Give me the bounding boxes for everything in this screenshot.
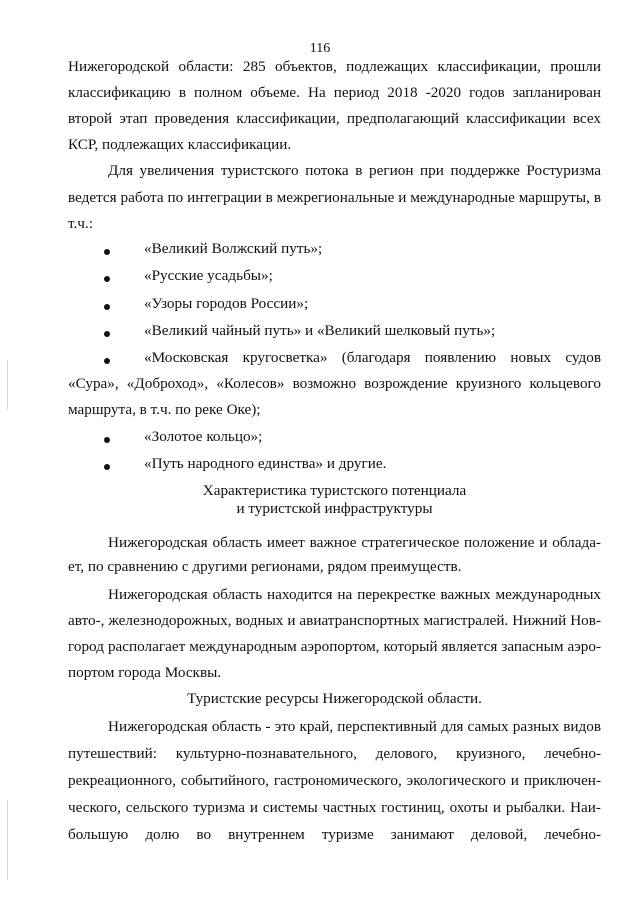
text-line: «Сура», «Доброход», «Колесов» возможно возрождение круизного кольцевого xyxy=(68,375,601,392)
text-line: ет, по сравнению с другими регионами, рядом преимуществ. xyxy=(68,558,462,575)
text-line: Для увеличения туристского потока в регион при поддержке Ростуризма xyxy=(108,162,601,179)
text-line: второй этап проведения классификации, предполагающий классификации всех xyxy=(68,110,601,127)
text-line: большую долю во внутреннем туризме занимают деловой, лечебно- xyxy=(68,826,601,843)
bullet-marker xyxy=(104,304,110,310)
scan-edge-mark xyxy=(7,800,8,880)
text-line: ческого, сельского туризма и системы частных гостиниц, охоты и рыбалки. Наи- xyxy=(68,799,601,816)
bullet-item: «Великий Волжский путь»; xyxy=(144,240,323,257)
bullet-marker xyxy=(104,249,110,255)
bullet-marker xyxy=(104,276,110,282)
text-line: авто-, железнодорожных, водных и авиатранспортных магистралей. Нижний Нов- xyxy=(68,612,601,629)
text-line: Нижегородской области: 285 объектов, подлежащих классификации, прошли xyxy=(68,58,601,75)
bullet-item: «Московская кругосветка» (благодаря появлению новых судов xyxy=(144,349,601,366)
section-heading: и туристской инфраструктуры xyxy=(236,500,433,517)
section-heading: Характеристика туристского потенциала xyxy=(202,482,467,499)
text-line: путешествий: культурно-познавательного, делового, круизного, лечебно- xyxy=(68,745,601,762)
bullet-item: «Золотое кольцо»; xyxy=(144,428,263,445)
text-line: КСР, подлежащих классификации. xyxy=(68,136,292,153)
section-heading: Туристские ресурсы Нижегородской области. xyxy=(187,690,482,707)
bullet-item: «Русские усадьбы»; xyxy=(144,267,273,284)
bullet-marker xyxy=(104,331,110,337)
text-line: Нижегородская область - это край, перспективный для самых разных видов xyxy=(108,718,601,735)
bullet-item: «Узоры городов России»; xyxy=(144,295,309,312)
page-number: 116 xyxy=(309,41,331,56)
bullet-marker xyxy=(104,358,110,364)
text-line: Нижегородская область находится на перекрестке важных международных xyxy=(108,586,601,603)
bullet-marker xyxy=(104,464,110,470)
text-line: т.ч.: xyxy=(68,215,93,232)
text-line: портом города Москвы. xyxy=(68,664,222,681)
text-line: классификацию в полном объеме. На период 2018 -2020 годов запланирован xyxy=(68,84,601,101)
text-line: Нижегородская область имеет важное стратегическое положение и облада- xyxy=(108,534,601,551)
bullet-item: «Великий чайный путь» и «Великий шелковый путь»; xyxy=(144,322,496,339)
bullet-marker xyxy=(104,437,110,443)
text-line: маршрута, в т.ч. по реке Оке); xyxy=(68,401,261,418)
text-line: город располагает международным аэропортом, который является запасным аэро- xyxy=(68,638,601,655)
scan-edge-mark xyxy=(7,360,8,410)
text-line: рекреационного, событийного, гастрономического, экологического и приключен- xyxy=(68,772,601,789)
text-line: ведется работа по интеграции в межрегиональные и международные маршруты, в xyxy=(68,189,601,206)
bullet-item: «Путь народного единства» и другие. xyxy=(144,455,387,472)
